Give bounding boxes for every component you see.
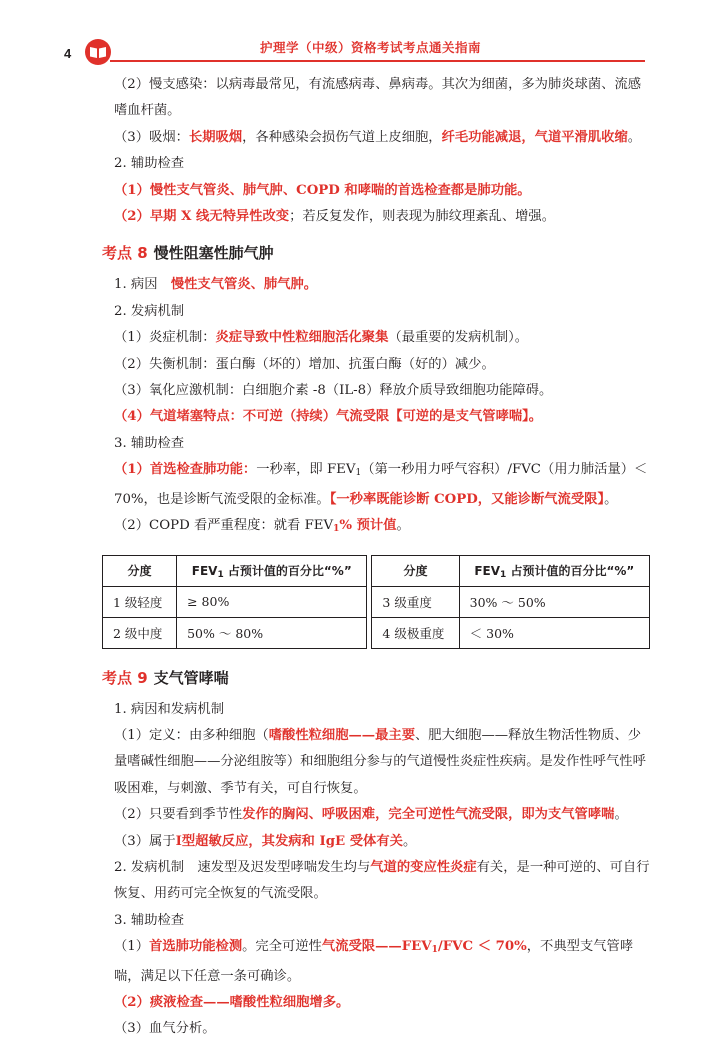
copd-severity-table [102, 555, 650, 649]
text-run: （3）属于 [114, 833, 176, 849]
text-paragraph [102, 829, 650, 855]
table-header-cell [177, 555, 367, 586]
highlight-text: 慢性支气管炎、肺气肿。 [170, 277, 318, 293]
table-header-cell: 分度 [372, 555, 459, 586]
highlight-text: 长期吸烟 [188, 129, 243, 145]
text-run: 。 [604, 491, 618, 507]
text-run: （第一秒用力呼气容积）/FVC（用力肺活量）＜ 70%，也是诊断气流受限的金标准。 [114, 462, 648, 507]
table-cell: 1 级轻度 [103, 586, 177, 617]
table-header-cell [459, 555, 649, 586]
text-run: （1） [114, 939, 150, 955]
text-run: 。 [402, 833, 417, 849]
table-row [103, 586, 650, 617]
table-cell: 4 级极重度 [372, 617, 459, 648]
subheading: 2. 辅助检查 [114, 156, 185, 172]
subscript: 1 [500, 569, 507, 580]
table-cell: 30% ～ 50% [459, 586, 649, 617]
subscript: 1 [217, 569, 224, 580]
page-content [102, 72, 650, 1043]
book-icon [84, 38, 112, 66]
subscript: 1 [355, 468, 362, 479]
text-run: 占预计值的百分比“%” [506, 563, 635, 578]
page-header [0, 0, 711, 72]
header-title: 护理学（中级）资格考试考点通关指南 [260, 40, 482, 55]
subscript: 1 [333, 524, 340, 535]
highlight-text: 气流受限——FEV [321, 939, 432, 955]
text-paragraph [102, 723, 650, 802]
subheading: 3. 辅助检查 [114, 912, 185, 928]
table-cell: 50% ～ 80% [177, 617, 367, 648]
subheading: 2. 发病机制 [114, 303, 185, 319]
text-run: 2. 发病机制 速发型及迟发型哮喘发生均与 [114, 859, 371, 875]
highlight-text: （1）首选检查肺功能： [114, 462, 257, 478]
text-run: 。 [396, 518, 410, 534]
highlight-text: 气道的变应性炎症 [370, 859, 477, 875]
text-paragraph [102, 934, 650, 990]
text-paragraph [102, 272, 650, 298]
highlight-text: /FVC ＜ 70% [437, 939, 527, 955]
text-run: ，不典型支气管哮喘，满足以下任意一条可确诊。 [114, 939, 634, 984]
text-paragraph [102, 802, 650, 828]
highlight-text: 炎症导致中性粒细胞活化聚集 [215, 330, 389, 346]
table-cell: 2 级中度 [103, 617, 177, 648]
text-run: ；若反复发作，则表现为肺纹理紊乱、增强。 [289, 209, 556, 225]
section-heading [102, 663, 650, 693]
section-heading [102, 238, 650, 268]
text-run: 一秒率，即 FEV [256, 462, 356, 478]
text-paragraph: （2）慢支感染：以病毒最常见，有流感病毒、鼻病毒。其次为细菌，多为肺炎球菌、流感嗜血杆菌。 [114, 77, 642, 119]
section-title: 支气管哮喘 [153, 668, 229, 687]
text-paragraph: （3）氧化应激机制：白细胞介素 -8（IL-8）释放介质导致细胞功能障碍。 [114, 383, 553, 399]
text-run: FEV [191, 563, 218, 578]
table-row [103, 617, 650, 648]
highlight-text: 发作的胸闷、呼吸困难，完全可逆性气流受限，即为支气管哮喘 [242, 807, 615, 823]
text-paragraph: （2）失衡机制：蛋白酶（坏的）增加、抗蛋白酶（好的）减少。 [114, 356, 495, 372]
text-run: （1）定义：由多种细胞（ [114, 727, 269, 743]
text-run: 。完全可逆性 [242, 939, 322, 955]
text-paragraph [102, 855, 650, 908]
highlight-text: Ⅰ型超敏反应，其发病和 IgE 受体有关 [175, 833, 403, 849]
table-cell: 3 级重度 [372, 586, 459, 617]
highlight-text: （2）早期 X 线无特异性改变 [114, 209, 290, 225]
table-cell: ≥ 80% [177, 586, 367, 617]
highlight-paragraph: （4）气道堵塞特点：不可逆（持续）气流受限【可逆的是支气管哮喘】。 [114, 409, 543, 425]
text-run: （2）COPD 看严重程度：就看 FEV [114, 518, 334, 534]
highlight-paragraph: （1）慢性支气管炎、肺气肿、COPD 和哮喘的首选检查都是肺功能。 [114, 182, 531, 198]
highlight-text: 嗜酸性粒细胞——最主要 [268, 727, 415, 743]
section-label: 考点 9 [102, 668, 148, 687]
table-header-cell: 分度 [103, 555, 177, 586]
text-run: （3）吸烟： [114, 129, 189, 145]
text-run: （2）只要看到季节性 [114, 807, 243, 823]
text-run: FEV [474, 563, 501, 578]
section-title: 慢性阻塞性肺气肿 [153, 244, 274, 263]
subscript: 1 [431, 945, 438, 956]
text-run: 。 [614, 807, 628, 823]
text-paragraph [102, 457, 650, 513]
text-run: 有关，是一种可逆的、可自行恢复、用药可完全恢复的气流受限。 [114, 859, 650, 902]
page-number: 4 [64, 46, 72, 61]
text-paragraph: （3）血气分析。 [114, 1021, 216, 1037]
section-label: 考点 8 [102, 244, 148, 263]
highlight-text: 纤毛功能减退，气道平滑肌收缩 [441, 129, 628, 145]
text-run: （最重要的发病机制）。 [388, 330, 529, 346]
text-run: 占预计值的百分比“%” [223, 563, 352, 578]
text-paragraph [102, 325, 650, 351]
subheading: 3. 辅助检查 [114, 435, 185, 451]
text-run: 、肥大细胞——释放生物活性物质、少量嗜碱性细胞——分泌组胺等）和细胞组分参与的气道慢性炎症性疾病。是发作性呼气性呼吸困难，与刺激、季节有关，可自行恢复。 [114, 727, 646, 796]
table-cell: ＜ 30% [459, 617, 649, 648]
text-run: 。 [627, 129, 642, 145]
highlight-text: 【一秒率既能诊断 COPD，又能诊断气流受限】 [329, 491, 605, 507]
text-paragraph [102, 204, 650, 230]
text-run: （1）炎症机制： [114, 330, 216, 346]
text-paragraph [102, 125, 650, 151]
text-run: ，各种感染会损伤气道上皮细胞， [242, 129, 442, 145]
table-header-row [103, 555, 650, 586]
highlight-text: 首选肺功能检测 [149, 939, 243, 955]
subheading: 1. 病因和发病机制 [114, 701, 224, 717]
highlight-paragraph: （2）痰液检查——嗜酸性粒细胞增多。 [114, 994, 350, 1010]
text-run: 1. 病因 [114, 277, 171, 293]
text-paragraph [102, 513, 650, 542]
header-divider [110, 60, 645, 62]
highlight-text: % 预计值 [339, 518, 397, 534]
